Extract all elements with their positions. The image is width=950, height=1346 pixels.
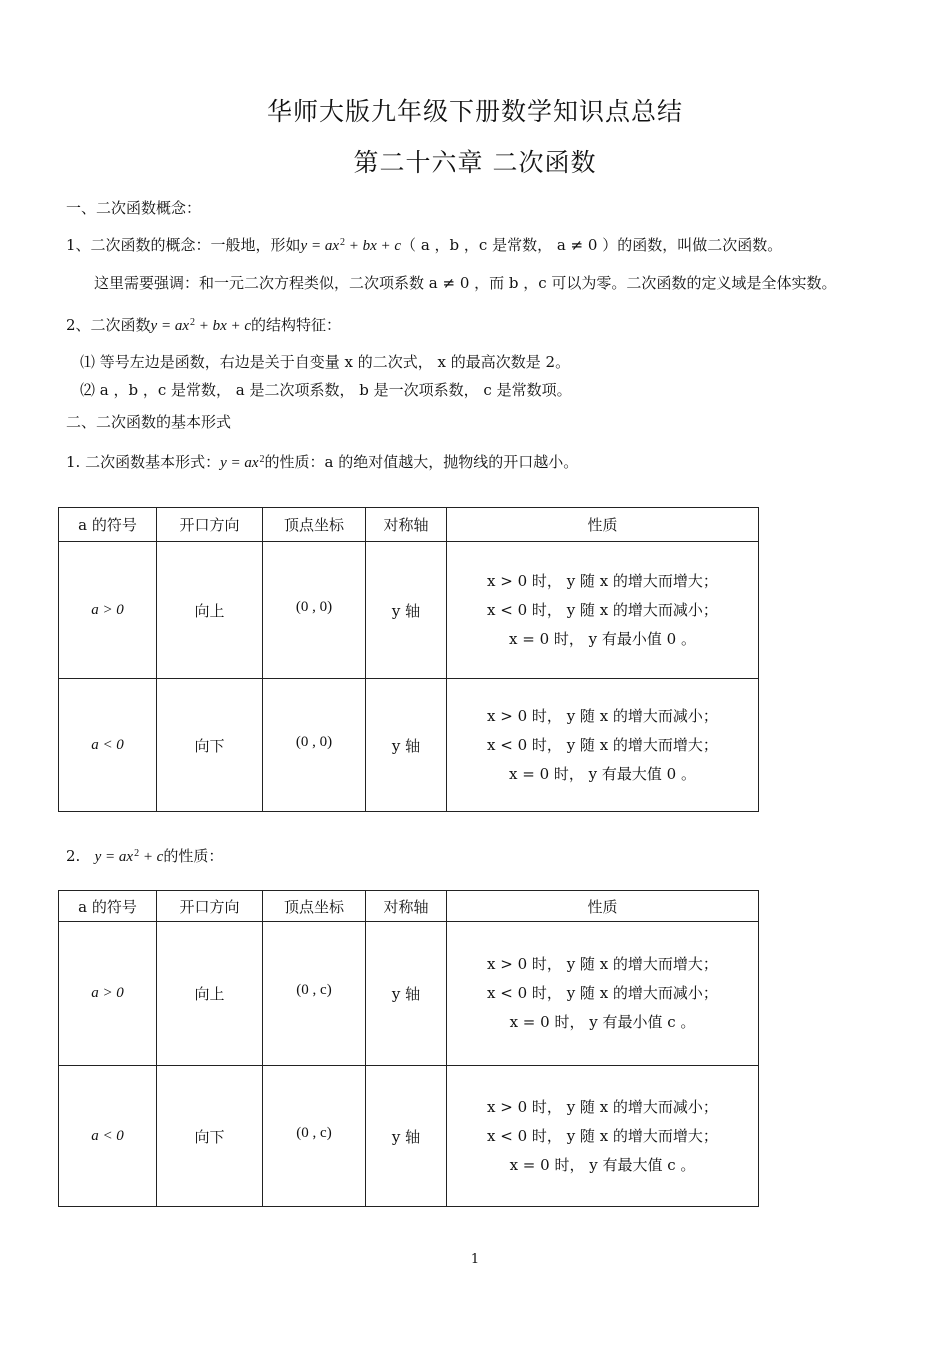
- vertex-cell: (0 , c): [263, 1063, 366, 1204]
- section-heading-concept: 一、二次函数概念：: [66, 199, 202, 217]
- header-vertex: 顶点坐标: [263, 891, 366, 922]
- direction-cell: 向下: [157, 679, 263, 812]
- form-2-heading: [66, 846, 223, 869]
- form-1-exponent: 2: [259, 454, 265, 465]
- header-axis: 对称轴: [366, 508, 447, 542]
- definition-equation: y = ax: [300, 238, 339, 254]
- table-header-row: [59, 508, 759, 542]
- structure-equation-rest: + bx + c: [194, 318, 252, 334]
- axis-cell: y 轴: [366, 679, 447, 812]
- axis-cell: y 轴: [366, 922, 447, 1066]
- property-line: x = 0 时， y 有最大值 c 。: [509, 1155, 696, 1174]
- property-line: x = 0 时， y 有最小值 0 。: [509, 629, 696, 648]
- form-2-suffix: 的性质：: [163, 847, 224, 865]
- form-1-heading: [66, 452, 578, 475]
- property-line: x < 0 时， y 随 x 的增大而增大；: [487, 1126, 718, 1145]
- property-line: x < 0 时， y 随 x 的增大而减小；: [487, 600, 718, 619]
- properties-cell: [447, 679, 759, 812]
- paragraph-definition: [66, 235, 782, 258]
- sign-cell: a > 0: [59, 542, 157, 679]
- page-number: 1: [470, 1252, 480, 1267]
- table-row: [59, 1066, 759, 1207]
- header-sign: a 的符号: [59, 891, 157, 922]
- vertex-cell: (0 , 0): [263, 539, 366, 676]
- header-properties: 性质: [447, 891, 759, 922]
- table-header-row: [59, 891, 759, 922]
- property-line: x = 0 时， y 有最小值 c 。: [509, 1013, 696, 1031]
- form-1-prefix: 1. 二次函数基本形式：: [66, 453, 221, 471]
- property-line: x > 0 时， y 随 x 的增大而减小；: [487, 706, 718, 725]
- definition-suffix: （ a ，b ，c 是常数， a ≠ 0 ）的函数，叫做二次函数。: [401, 236, 783, 254]
- form-1-suffix: 的性质：a 的绝对值越大，抛物线的开口越小。: [264, 453, 579, 471]
- header-sign: a 的符号: [59, 508, 157, 542]
- form-2-prefix: 2.: [66, 847, 81, 865]
- direction-cell: 向上: [157, 922, 263, 1066]
- table-row: [59, 922, 759, 1066]
- definition-prefix: 1、二次函数的概念：一般地，形如: [66, 236, 301, 254]
- structure-point-2: ⑵ a ，b ，c 是常数， a 是二次项系数， b 是一次项系数， c 是常数项。: [80, 381, 572, 399]
- properties-table-2: [58, 890, 759, 1207]
- section-heading-basic-forms: 二、二次函数的基本形式: [66, 413, 232, 431]
- paragraph-structure: [66, 315, 341, 338]
- sign-cell: a < 0: [59, 1066, 157, 1207]
- properties-table-1: [58, 507, 759, 812]
- paragraph-emphasis: 这里需要强调：和一元二次方程类似，二次项系数 a ≠ 0 ，而 b ，c 可以为零。二次函数的定义域是全体实数。: [94, 274, 837, 292]
- property-line: x > 0 时， y 随 x 的增大而增大；: [487, 955, 718, 973]
- structure-suffix: 的结构特征：: [251, 316, 342, 334]
- form-1-equation: y = ax: [220, 455, 259, 471]
- header-direction: 开口方向: [157, 508, 263, 542]
- properties-cell: [447, 1066, 759, 1207]
- definition-exponent: 2: [339, 237, 345, 248]
- form-2-equation-rest: + c: [139, 849, 164, 865]
- axis-cell: y 轴: [366, 542, 447, 679]
- property-line: x > 0 时， y 随 x 的增大而减小；: [487, 1097, 718, 1116]
- table-row: [59, 542, 759, 679]
- document-title: 华师大版九年级下册数学知识点总结: [266, 97, 683, 126]
- sign-cell: a < 0: [59, 679, 157, 812]
- properties-cell: [447, 922, 759, 1066]
- properties-cell: [447, 542, 759, 679]
- structure-exponent: 2: [189, 317, 195, 328]
- direction-cell: 向上: [157, 542, 263, 679]
- vertex-cell: (0 , 0): [263, 676, 366, 809]
- axis-cell: y 轴: [366, 1066, 447, 1207]
- property-line: x < 0 时， y 随 x 的增大而增大；: [487, 735, 718, 754]
- direction-cell: 向下: [157, 1066, 263, 1207]
- header-properties: 性质: [447, 508, 759, 542]
- definition-equation-rest: + bx + c: [344, 238, 402, 254]
- form-2-equation: y = ax: [94, 849, 134, 865]
- table-row: [59, 679, 759, 812]
- structure-equation: y = ax: [150, 318, 189, 334]
- sign-cell: a > 0: [59, 922, 157, 1066]
- structure-point-1: ⑴ 等号左边是函数，右边是关于自变量 x 的二次式， x 的最高次数是 2。: [80, 353, 571, 371]
- header-axis: 对称轴: [366, 891, 447, 922]
- property-line: x < 0 时， y 随 x 的增大而减小；: [487, 984, 718, 1002]
- structure-prefix: 2、二次函数: [66, 316, 151, 334]
- header-direction: 开口方向: [157, 891, 263, 922]
- header-vertex: 顶点坐标: [263, 508, 366, 542]
- chapter-title: 第二十六章 二次函数: [353, 148, 597, 177]
- property-line: x = 0 时， y 有最大值 0 。: [509, 764, 696, 783]
- form-2-exponent: 2: [134, 848, 140, 859]
- vertex-cell: (0 , c): [263, 919, 366, 1063]
- property-line: x > 0 时， y 随 x 的增大而增大；: [487, 571, 718, 590]
